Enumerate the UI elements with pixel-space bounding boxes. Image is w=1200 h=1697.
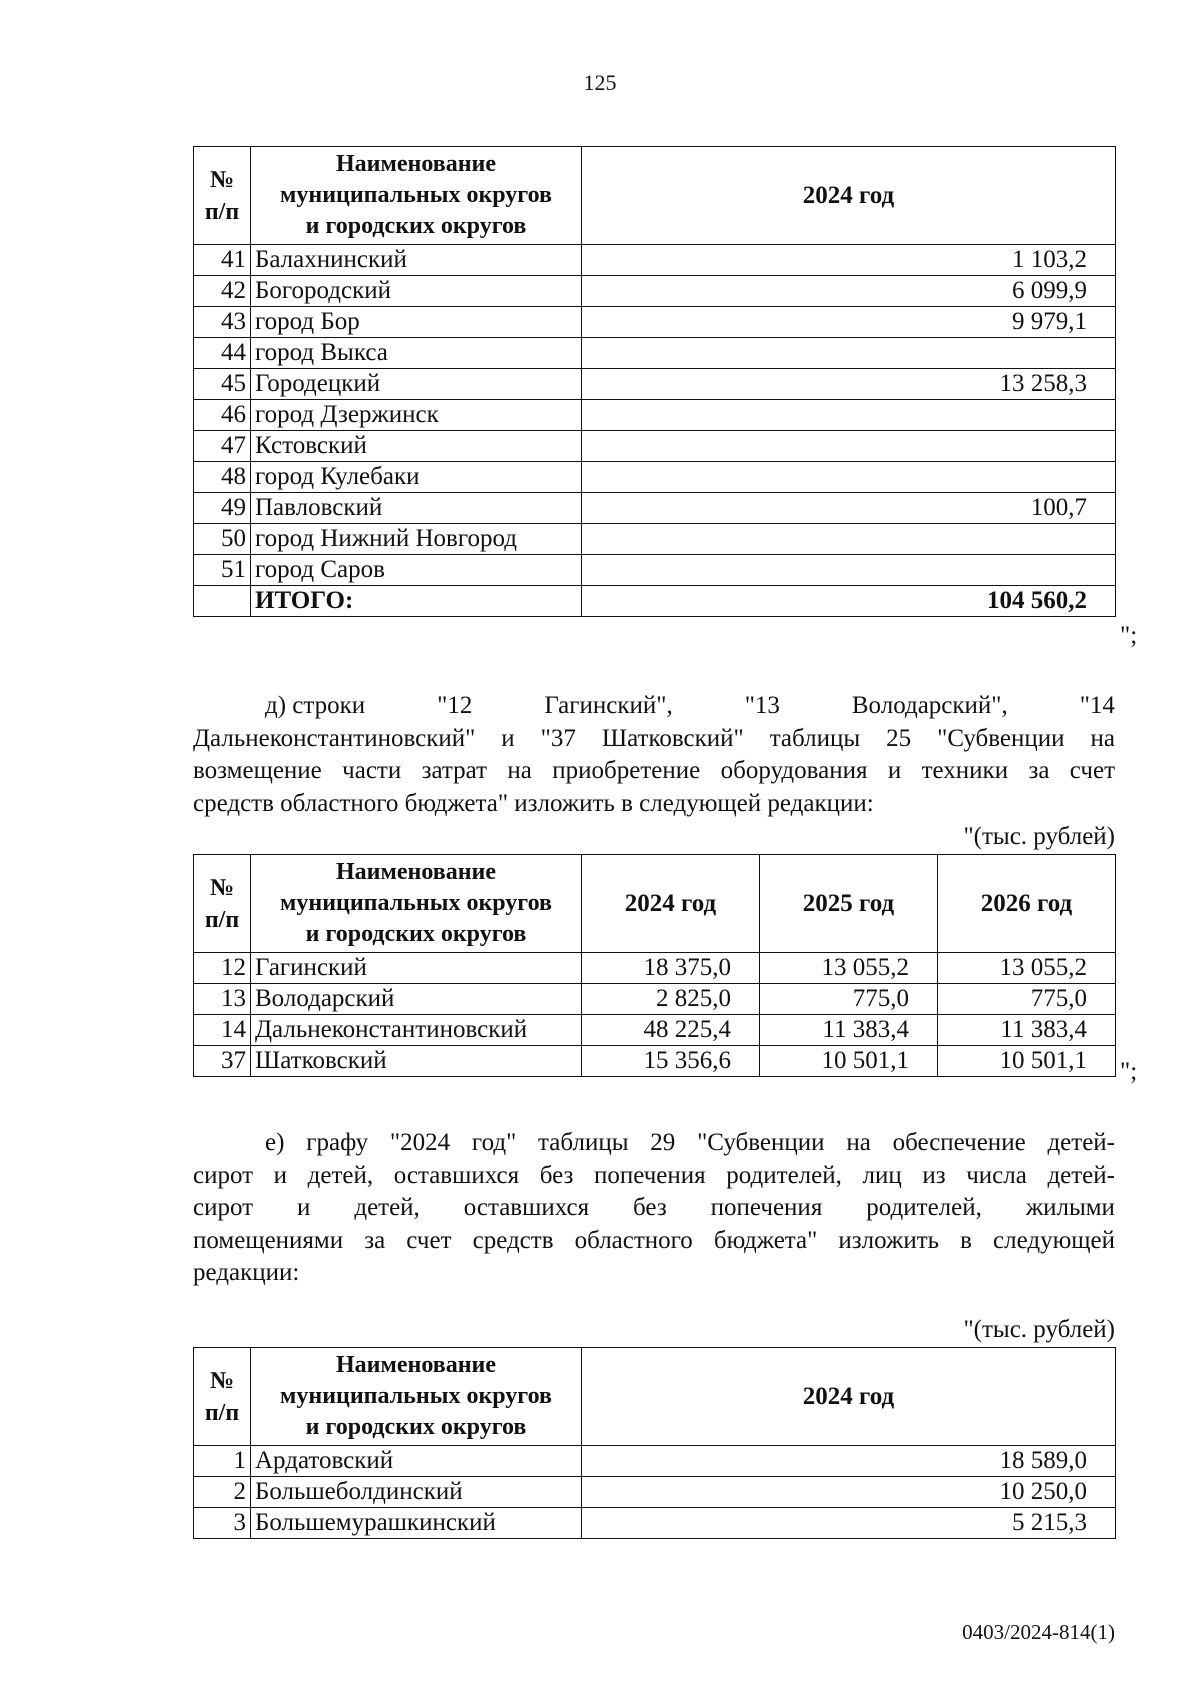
row-district-name: Городецкий: [251, 369, 582, 400]
word: "12: [437, 692, 473, 719]
word: д) строки: [265, 692, 366, 719]
row-district-name: Богородский: [251, 276, 582, 307]
row-value-2024: 48 225,4: [582, 1015, 760, 1046]
row-value-2024: 9 979,1: [582, 307, 1116, 338]
table-row: [194, 338, 1116, 369]
col-header-name-line3: и городских округов: [305, 921, 527, 947]
word: "14: [1079, 692, 1115, 719]
row-number: 43: [194, 307, 251, 338]
paragraph-e: [193, 1127, 1115, 1290]
table-equipment-subsidies: [193, 854, 1116, 1077]
col-header-2024: 2024 год: [582, 1348, 1116, 1446]
row-number: 14: [194, 1015, 251, 1046]
row-number: 12: [194, 953, 251, 984]
table-row: [194, 984, 1116, 1015]
table-row: [194, 1046, 1116, 1077]
row-district-name: Дальнеконстантиновский: [251, 1015, 582, 1046]
table-row: [194, 1508, 1116, 1539]
row-district-name: Володарский: [251, 984, 582, 1015]
col-header-name-line3: и городских округов: [305, 213, 527, 239]
table2-closing-quote: ";: [1120, 1058, 1138, 1085]
paragraph-d: [193, 690, 1115, 820]
row-number: 49: [194, 493, 251, 524]
row-district-name: Балахнинский: [251, 245, 582, 276]
paragraph-d-line4: средств областного бюджета" изложить в следующей редакции:: [193, 789, 874, 817]
col-header-2025: 2025 год: [760, 855, 938, 953]
total-label: ИТОГО:: [251, 586, 582, 617]
row-value-2024: [582, 338, 1116, 369]
table-header-row: [194, 1348, 1116, 1446]
row-value-2024: [582, 555, 1116, 586]
col-header-number-line1: №: [209, 166, 235, 193]
row-value-2024: 5 215,3: [582, 1508, 1116, 1539]
table-header-row: [194, 147, 1116, 245]
table-row: [194, 245, 1116, 276]
col-header-name: [251, 1348, 582, 1446]
row-district-name: Гагинский: [251, 953, 582, 984]
col-header-number: [194, 147, 251, 245]
table-row: [194, 400, 1116, 431]
total-value-2024: 104 560,2: [582, 586, 1116, 617]
col-header-number: [194, 855, 251, 953]
paragraph-e-line3: [193, 1192, 1115, 1225]
table-row: [194, 369, 1116, 400]
col-header-name-line1: Наименование: [336, 1352, 496, 1378]
row-value-2024: 100,7: [582, 493, 1116, 524]
row-number: 41: [194, 245, 251, 276]
row-value-2024: 18 375,0: [582, 953, 760, 984]
row-number: 45: [194, 369, 251, 400]
row-district-name: город Кулебаки: [251, 462, 582, 493]
col-header-name-line1: Наименование: [336, 859, 496, 885]
col-header-number-line1: №: [209, 874, 235, 901]
col-header-number-line2: п/п: [204, 906, 240, 933]
total-number-empty: [194, 586, 251, 617]
row-value-2025: 11 383,4: [760, 1015, 938, 1046]
table-row: [194, 1446, 1116, 1477]
row-value-2024: 6 099,9: [582, 276, 1116, 307]
col-header-name-line2: муниципальных округов: [280, 890, 552, 916]
col-header-name-line3: и городских округов: [305, 1414, 527, 1440]
col-header-2024: 2024 год: [582, 855, 760, 953]
row-number: 37: [194, 1046, 251, 1077]
col-header-name-line1: Наименование: [336, 151, 496, 177]
word: и: [297, 1194, 311, 1221]
row-district-name: город Бор: [251, 307, 582, 338]
col-header-name-line2: муниципальных округов: [280, 182, 552, 208]
table-row: [194, 307, 1116, 338]
row-value-2024: [582, 431, 1116, 462]
table-header-row: [194, 855, 1116, 953]
units-label-table3: "(тыс. рублей): [963, 1316, 1115, 1343]
col-header-number-line2: п/п: [204, 1399, 240, 1426]
col-header-name: [251, 147, 582, 245]
col-header-2024: 2024 год: [582, 147, 1116, 245]
word: родителей,: [866, 1194, 982, 1221]
row-number: 46: [194, 400, 251, 431]
row-number: 50: [194, 524, 251, 555]
row-number: 47: [194, 431, 251, 462]
page-number: 125: [583, 70, 617, 95]
paragraph-e-line4: помещениями за счет средств областного бюджета" изложить в следующей: [193, 1226, 1115, 1254]
row-value-2026: 10 501,1: [938, 1046, 1116, 1077]
word: без: [633, 1194, 667, 1221]
table-row: [194, 1015, 1116, 1046]
row-value-2026: 775,0: [938, 984, 1116, 1015]
row-value-2024: 10 250,0: [582, 1477, 1116, 1508]
row-value-2025: 775,0: [760, 984, 938, 1015]
row-district-name: Большеболдинский: [251, 1477, 582, 1508]
table-row: [194, 1477, 1116, 1508]
row-district-name: Кстовский: [251, 431, 582, 462]
table-row: [194, 276, 1116, 307]
col-header-number-line1: №: [209, 1367, 235, 1394]
table-row: [194, 555, 1116, 586]
col-header-number-line2: п/п: [204, 198, 240, 225]
paragraph-d-line2: Дальнеконстантиновский" и "37 Шатковский" таблицы 25 "Субвенции на: [193, 724, 1115, 752]
row-district-name: город Саров: [251, 555, 582, 586]
row-value-2025: 13 055,2: [760, 953, 938, 984]
table-row: [194, 953, 1116, 984]
row-district-name: Шатковский: [251, 1046, 582, 1077]
word: сирот: [193, 1194, 254, 1221]
word: детей,: [354, 1194, 420, 1221]
table-municipal-2024-part: [193, 146, 1116, 617]
table-total-row: [194, 586, 1116, 617]
row-number: 2: [194, 1477, 251, 1508]
row-value-2024: [582, 400, 1116, 431]
table1-closing-quote: ";: [1120, 622, 1138, 649]
word: жилыми: [1025, 1194, 1115, 1221]
col-header-2026: 2026 год: [938, 855, 1116, 953]
paragraph-e-line2: сирот и детей, оставшихся без попечения родителей, лиц из числа детей-: [193, 1161, 1115, 1189]
row-number: 13: [194, 984, 251, 1015]
col-header-name: [251, 855, 582, 953]
col-header-number: [194, 1348, 251, 1446]
row-number: 51: [194, 555, 251, 586]
row-district-name: город Выкса: [251, 338, 582, 369]
word: Володарский",: [851, 692, 1008, 719]
table-orphan-housing-subsidies: [193, 1347, 1116, 1539]
row-value-2026: 13 055,2: [938, 953, 1116, 984]
row-number: 3: [194, 1508, 251, 1539]
row-value-2024: 1 103,2: [582, 245, 1116, 276]
row-value-2024: 2 825,0: [582, 984, 760, 1015]
table-row: [194, 431, 1116, 462]
row-district-name: город Дзержинск: [251, 400, 582, 431]
row-value-2024: 18 589,0: [582, 1446, 1116, 1477]
table-row: [194, 524, 1116, 555]
word: оставшихся: [463, 1194, 590, 1221]
word: Гагинский",: [544, 692, 673, 719]
row-number: 48: [194, 462, 251, 493]
paragraph-d-line1: [193, 690, 1115, 723]
row-number: 44: [194, 338, 251, 369]
row-district-name: Ардатовский: [251, 1446, 582, 1477]
row-district-name: город Нижний Новгород: [251, 524, 582, 555]
row-value-2024: 15 356,6: [582, 1046, 760, 1077]
document-code: 0403/2024-814(1): [962, 1620, 1115, 1644]
units-label-table2: "(тыс. рублей): [963, 823, 1115, 850]
table-row: [194, 493, 1116, 524]
paragraph-d-line3: возмещение части затрат на приобретение оборудования и техники за счет: [193, 757, 1115, 784]
row-number: 1: [194, 1446, 251, 1477]
paragraph-e-line5: редакции:: [193, 1259, 300, 1286]
word: попечения: [710, 1194, 823, 1221]
row-value-2026: 11 383,4: [938, 1015, 1116, 1046]
row-value-2024: 13 258,3: [582, 369, 1116, 400]
row-value-2024: [582, 524, 1116, 555]
paragraph-e-line1: е) графу "2024 год" таблицы 29 "Субвенции на обеспечение детей-: [265, 1129, 1115, 1156]
row-value-2025: 10 501,1: [760, 1046, 938, 1077]
row-district-name: Большемурашкинский: [251, 1508, 582, 1539]
col-header-name-line2: муниципальных округов: [280, 1383, 552, 1409]
table-row: [194, 462, 1116, 493]
word: "13: [744, 692, 780, 719]
row-district-name: Павловский: [251, 493, 582, 524]
row-number: 42: [194, 276, 251, 307]
row-value-2024: [582, 462, 1116, 493]
